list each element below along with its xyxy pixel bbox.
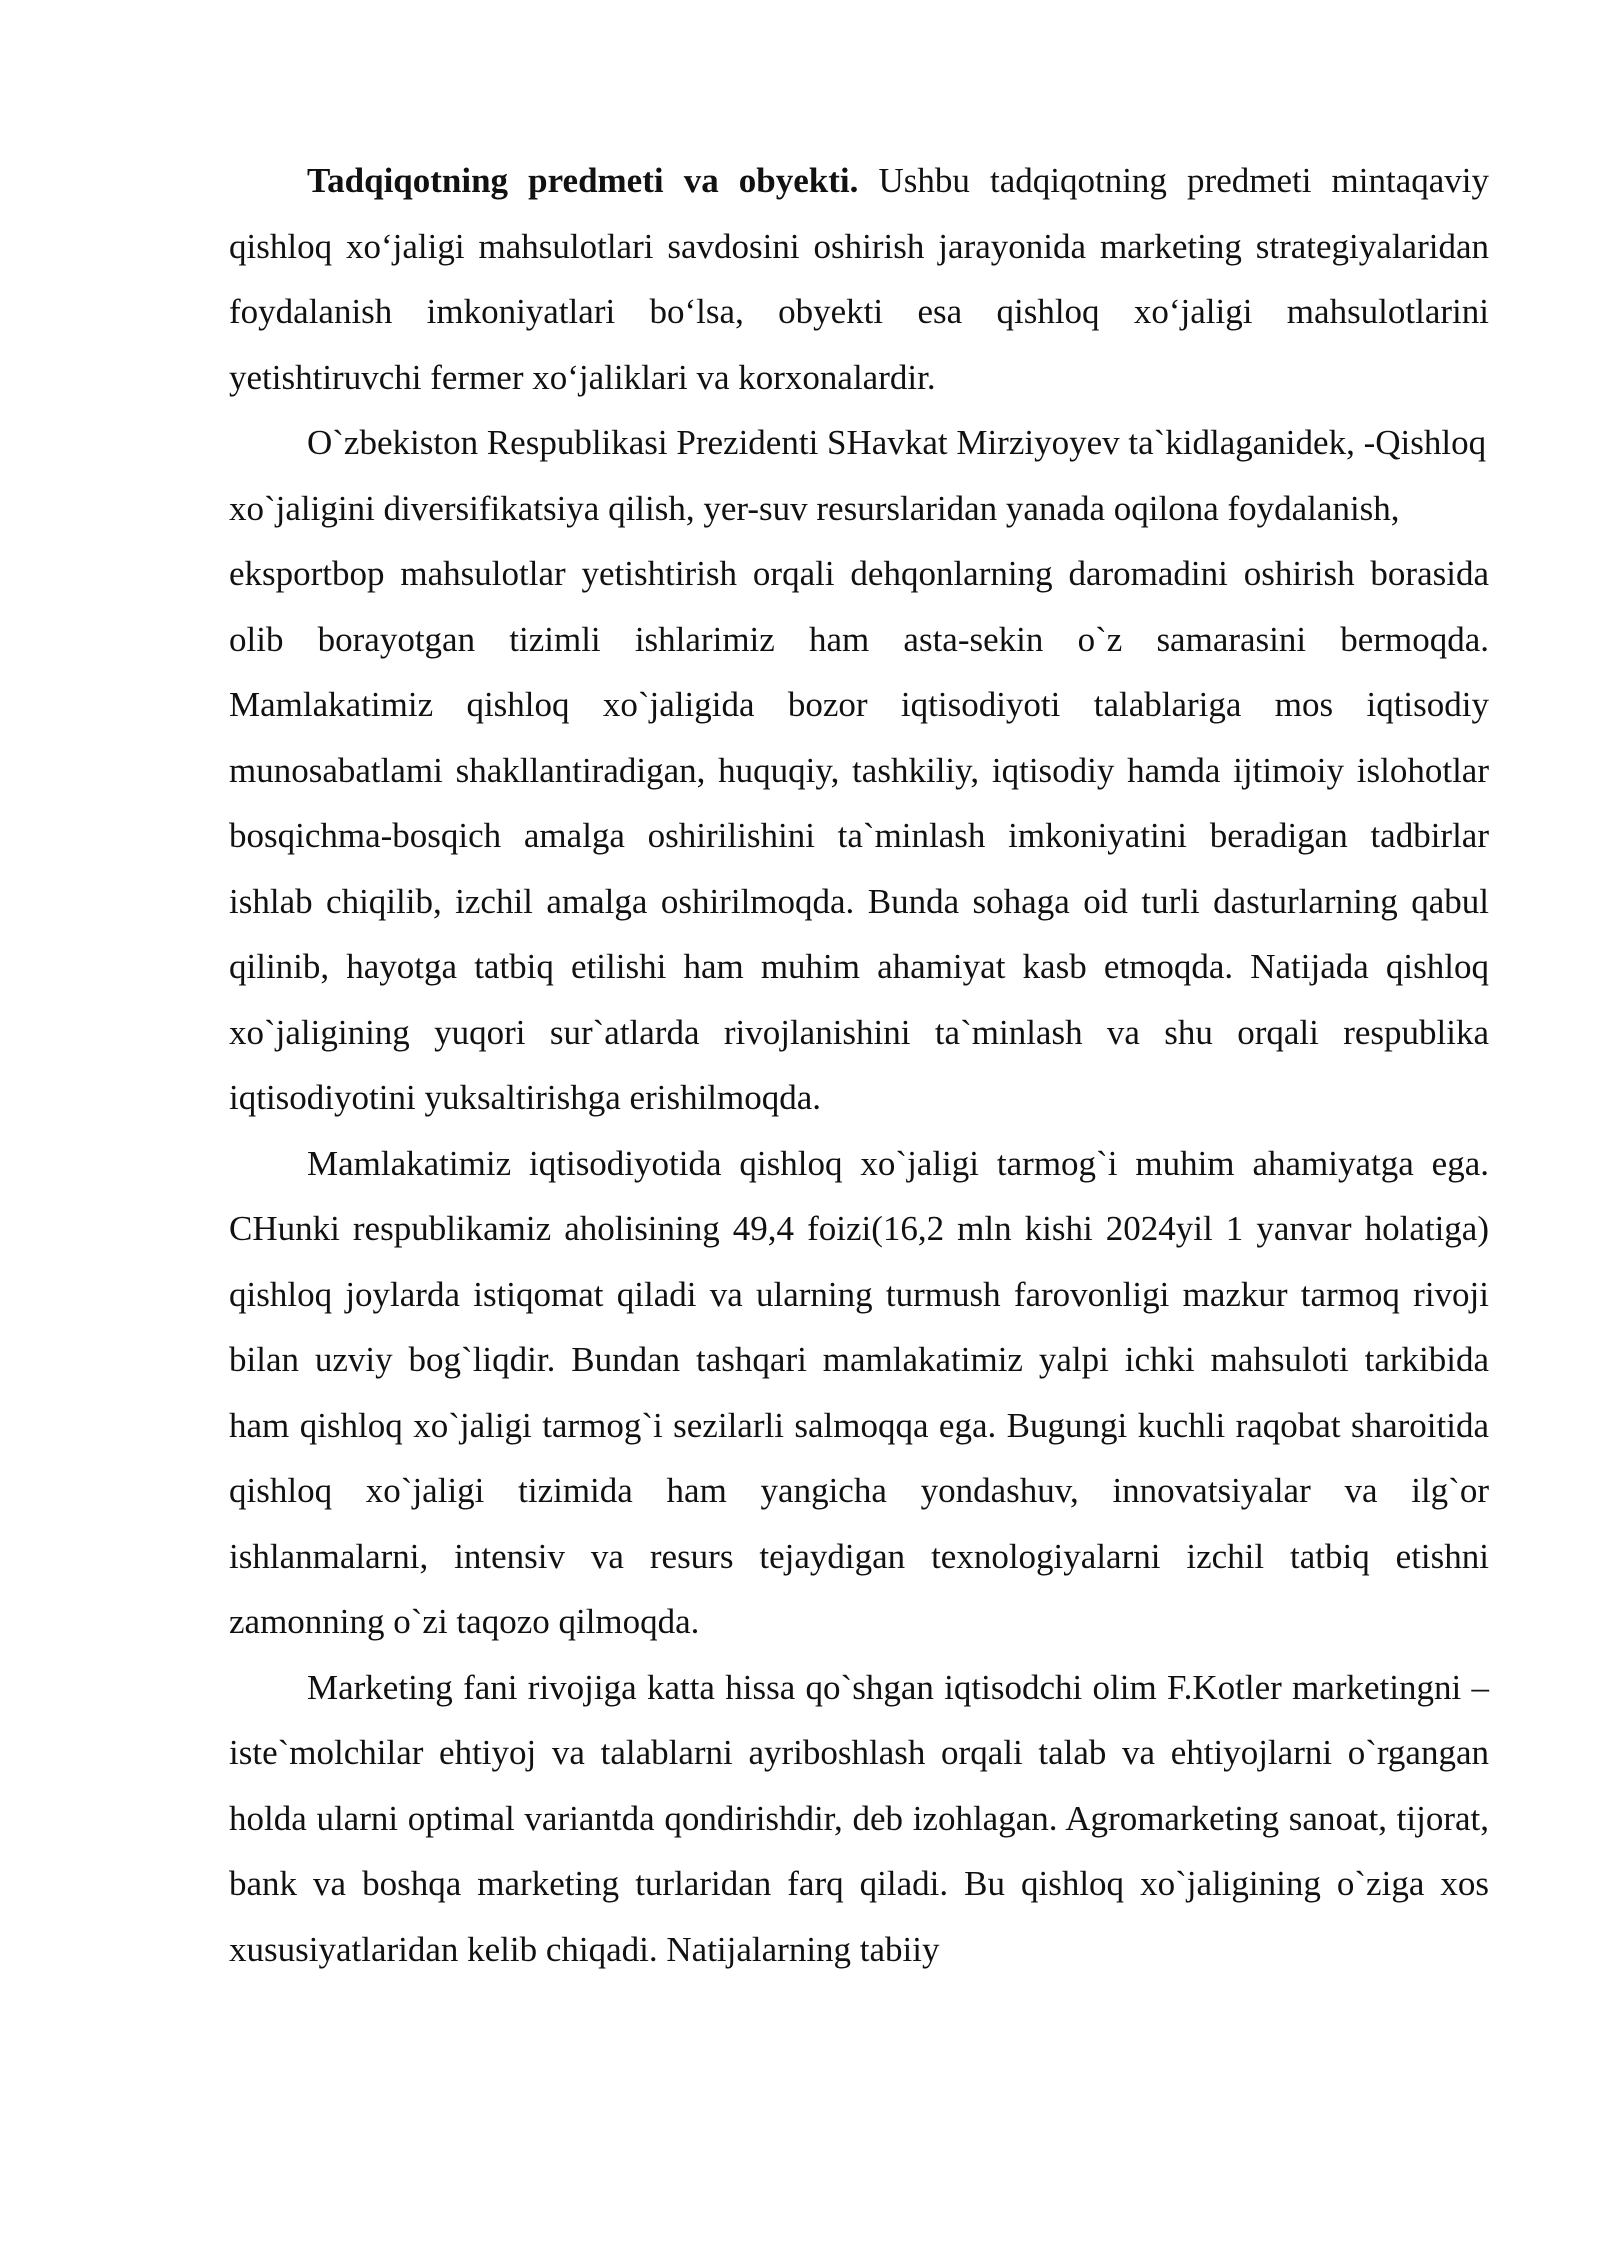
- paragraph-research-subject: [229, 148, 1489, 410]
- paragraph-lead-heading: Tadqiqotning predmeti va obyekti.: [307, 161, 859, 200]
- document-body: [229, 148, 1489, 1982]
- paragraph-president-quote-body: eksportbop mahsulotlar yetishtirish orqali dehqonlarning daromadini oshirish borasida olib borayotgan tizimli ishlarimiz ham asta-sekin o`z samarasini bermoqda. Mamlakatimiz qishloq xo`jaligida bozor iqtisodiyoti talablariga mos iqtisodiy munosabatlami shakllantiradigan, huquqiy, tashkiliy, iqtisodiy hamda ijtimoiy islohotlar bosqichma-bosqich amalga oshirilishini ta`minlash imkoniyatini beradigan tadbirlar ishlab chiqilib, izchil amalga oshirilmoqda. Bunda sohaga oid turli dasturlarning qabul qilinib, hayotga tatbiq etilishi ham muhim ahamiyat kasb etmoqda. Natijada qishloq xo`jaligining yuqori sur`atlarda rivojlanishini ta`minlash va shu orqali respublika iqtisodiyotini yuksaltirishga erishilmoqda.: [229, 554, 1489, 1117]
- paragraph-president-quote-intro: O`zbekiston Respublikasi Prezidenti SHavkat Mirziyoyev ta`kidlaganidek, -Qishloq: [307, 423, 1487, 462]
- paragraph-marketing-definition: Marketing fani rivojiga katta hissa qo`shgan iqtisodchi olim F.Kotler marketingni – iste`molchilar ehtiyoj va talablarni ayriboshlash orqali talab va ehtiyojlarni o`rgangan holda ularni optimal variantda qondirishdir, deb izohlagan. Agromarketing sanoat, tijorat, bank va boshqa marketing turlaridan farq qiladi. Bu qishloq xo`jaligining o`ziga xos xususiyatlaridan kelib chiqadi. Natijalarning tabiiy: [229, 1667, 1489, 1969]
- paragraph-agriculture-importance: Mamlakatimiz iqtisodiyotida qishloq xo`jaligi tarmog`i muhim ahamiyatga ega. CHunki respublikamiz aholisining 49,4 foizi(16,2 mln kishi 2024yil 1 yanvar holatiga) qishloq joylarda istiqomat qiladi va ularning turmush farovonligi mazkur tarmoq rivoji bilan uzviy bog`liqdir. Bundan tashqari mamlakatimiz yalpi ichki mahsuloti tarkibida ham qishloq xo`jaligi tarmog`i sezilarli salmoqqa ega. Bugungi kuchli raqobat sharoitida qishloq xo`jaligi tizimida ham yangicha yondashuv, innovatsiyalar va ilg`or ishlanmalarni, intensiv va resurs tejaydigan texnologiyalarni izchil tatbiq etishni zamonning o`zi taqozo qilmoqda.: [229, 1143, 1489, 1641]
- paragraph-text: Ushbu tadqiqotning predmeti mintaqaviy qishloq xo‘jaligi mahsulotlari savdosini oshirish jarayonida marketing strategiyalaridan foydalanish imkoniyatlari bo‘lsa, obyekti esa qishloq xo‘jaligi mahsulotlarini yetishtiruvchi fermer xo‘jaliklari va korxonalardir.: [229, 161, 1489, 397]
- paragraph-president-quote-line: xo`jaligini diversifikatsiya qilish, yer-suv resurslaridan yanada oqilona foydalanish,: [229, 488, 1400, 528]
